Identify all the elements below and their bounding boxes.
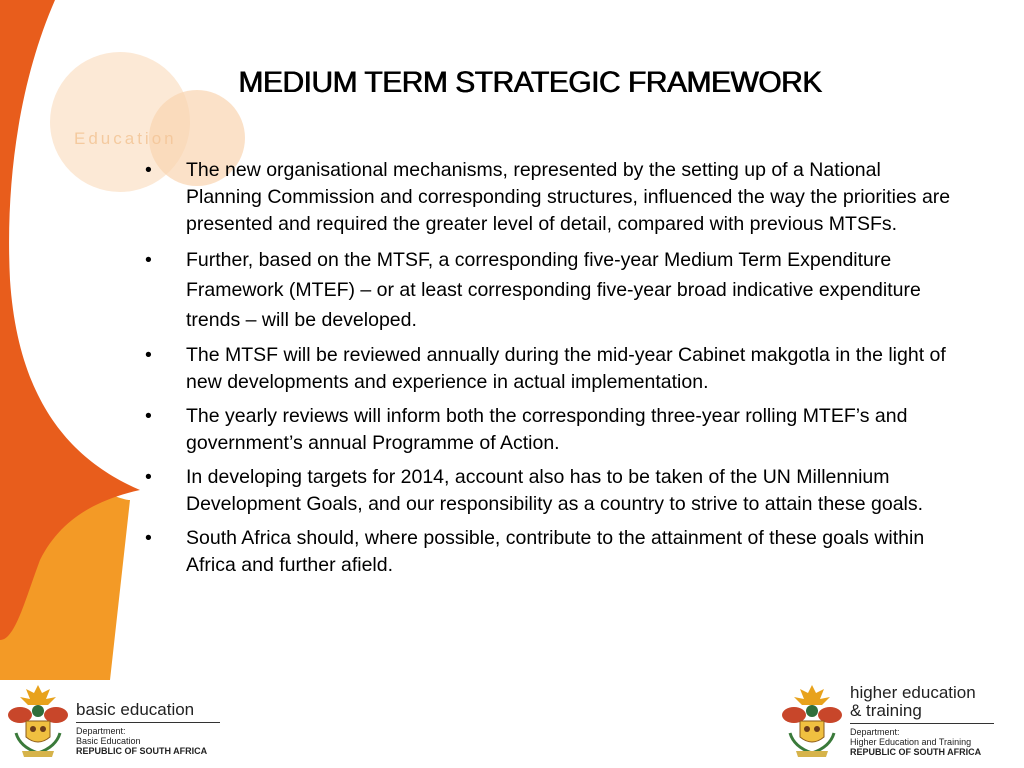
bullet-item — [143, 525, 953, 579]
slide-title: MEDIUM TERM STRATEGIC FRAMEWORK — [238, 66, 822, 99]
bullet-item — [143, 157, 953, 238]
bullet-item — [143, 403, 953, 457]
basic-education-text — [76, 681, 224, 756]
bullet-item — [143, 245, 953, 335]
bullet-list — [143, 157, 953, 586]
logo-divider — [850, 723, 994, 724]
dept-name: Higher Education and Training — [850, 737, 972, 747]
dept-label: Department: — [76, 726, 126, 736]
country-name: REPUBLIC OF SOUTH AFRICA — [850, 747, 982, 757]
bullet-marker: • — [145, 527, 152, 549]
logo-brand-line1: higher education — [850, 683, 976, 702]
higher-education-logo — [780, 681, 1000, 761]
bullet-text: South Africa should, where possible, contribute to the attainment of these goals within Africa and further afield. — [186, 527, 925, 576]
bullet-marker: • — [145, 159, 152, 181]
logo-brand-line2: & training — [850, 701, 922, 720]
bullet-text: In developing targets for 2014, account also has to be taken of the UN Millennium Development Goals, and our responsibility as a country to strive to attain these goals. — [186, 466, 924, 515]
bullet-item — [143, 464, 953, 518]
basic-education-logo — [6, 681, 226, 761]
bullet-marker: • — [145, 344, 152, 366]
bullet-text: Further, based on the MTSF, a corresponding five-year Medium Term Expenditure Framework (MTEF) – or at least corresponding five-year broad indicative expenditure trends – will be developed. — [186, 249, 921, 331]
logo-brand: basic education — [76, 700, 195, 719]
bullet-item — [143, 342, 953, 396]
dept-name: Basic Education — [76, 736, 141, 746]
bullet-marker: • — [145, 466, 152, 488]
coat-of-arms-icon — [6, 681, 70, 761]
coat-of-arms-icon — [780, 681, 844, 761]
bullet-text: The yearly reviews will inform both the corresponding three-year rolling MTEF’s and government’s annual Programme of Action. — [186, 405, 908, 454]
bullet-text: The MTSF will be reviewed annually during the mid-year Cabinet makgotla in the light of new developments and experience in actual implementation. — [186, 344, 946, 393]
bullet-text: The new organisational mechanisms, represented by the setting up of a National Planning Commission and corresponding structures, influenced the way the priorities are presented and required the greater level of detail, compared with previous MTSFs. — [186, 159, 951, 235]
bullet-marker: • — [145, 405, 152, 427]
education-watermark: Education — [74, 129, 177, 148]
bullet-marker: • — [145, 249, 152, 271]
dept-label: Department: — [850, 727, 900, 737]
country-name: REPUBLIC OF SOUTH AFRICA — [76, 746, 208, 756]
higher-education-text — [850, 681, 998, 757]
logo-divider — [76, 722, 220, 723]
